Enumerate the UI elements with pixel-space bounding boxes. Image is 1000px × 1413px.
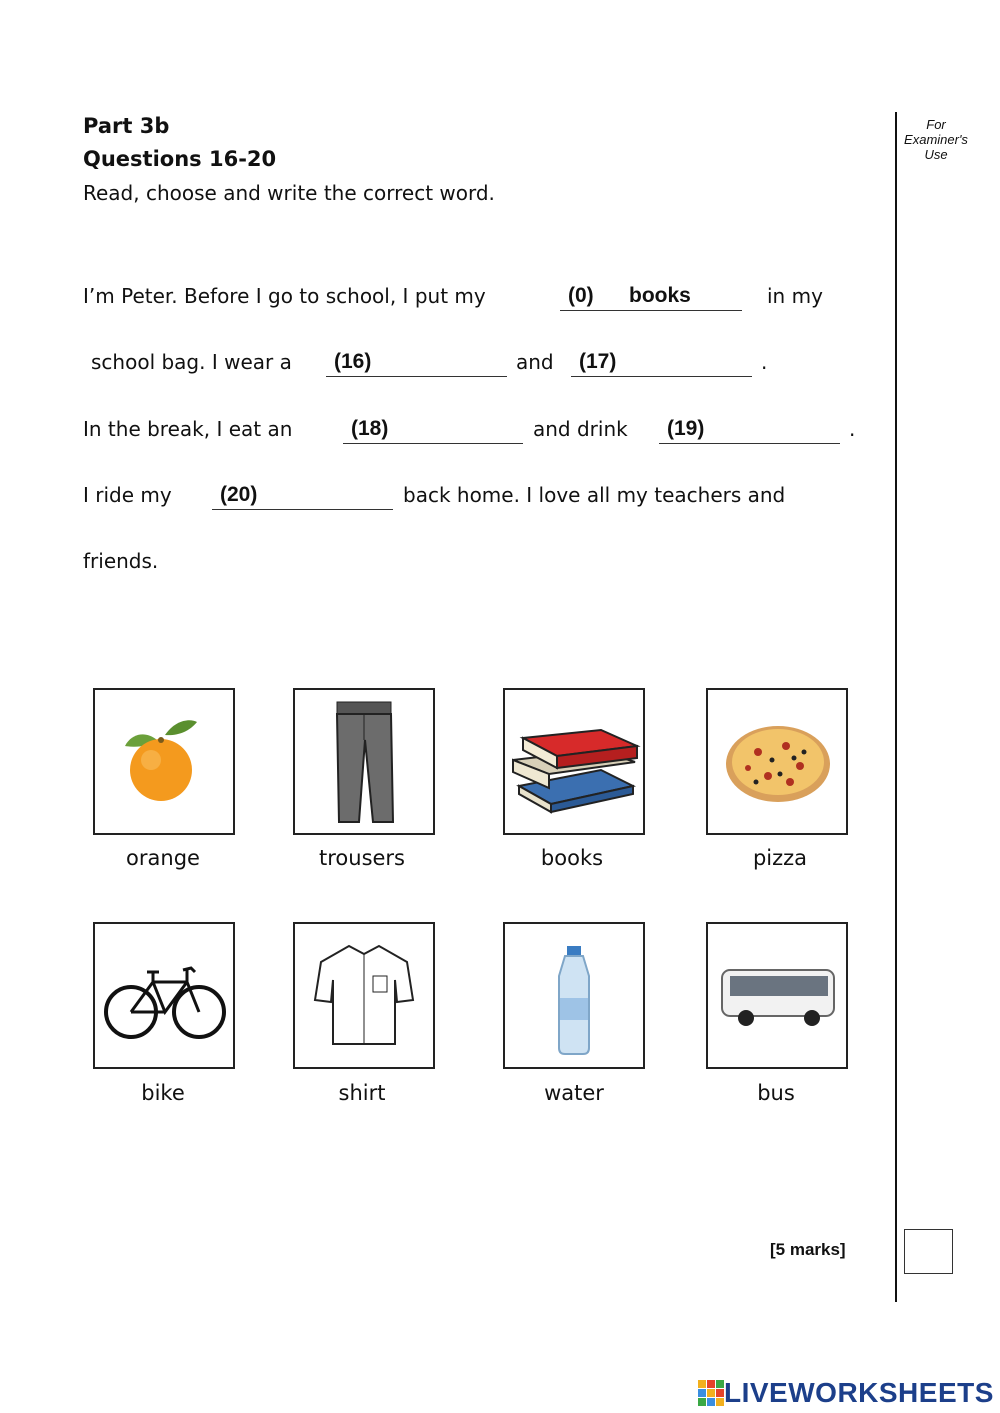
answer-blank-19[interactable]: (19) [659,417,840,444]
examiner-divider [895,112,897,1302]
instruction: Read, choose and write the correct word. [83,181,495,205]
word-trousers: trousers [319,846,405,870]
passage-line-2c: . [761,350,768,374]
passage-line-5: friends. [83,549,159,573]
blank-0-answer: books [629,284,691,307]
passage-line-4a: I ride my [83,483,172,507]
answer-blank-16[interactable]: (16) [326,350,507,377]
shirt-icon [295,924,433,1067]
word-orange: orange [126,846,200,870]
bike-icon [95,924,233,1067]
word-shirt: shirt [338,1081,386,1105]
bus-icon [708,924,846,1067]
passage-line-1b: in my [767,284,823,308]
water-card [503,922,645,1069]
passage-line-3a: In the break, I eat an [83,417,293,441]
brand-text: LIVEWORKSHEETS [724,1377,994,1408]
word-water: water [544,1081,604,1105]
orange-card [93,688,235,835]
questions-title: Questions 16-20 [83,147,277,171]
passage-line-2a: school bag. I wear a [91,350,292,374]
bus-card [706,922,848,1069]
word-books: books [540,846,604,870]
word-bus: bus [757,1081,795,1105]
shirt-card [293,922,435,1069]
part-title: Part 3b [83,114,170,138]
brand-logo [698,1378,994,1408]
blank-0: (0) books [560,284,742,311]
passage-line-1a: I’m Peter. Before I go to school, I put my [83,284,486,308]
examiner-label: For Examiner's Use [904,117,968,162]
books-icon [505,690,643,833]
pizza-card [706,688,848,835]
bike-card [93,922,235,1069]
passage-line-2b: and [516,350,554,374]
answer-blank-20[interactable]: (20) [212,483,393,510]
orange-icon [95,690,233,833]
passage-line-3b: and drink [533,417,628,441]
word-pizza: pizza [752,846,808,870]
trousers-card [293,688,435,835]
passage-line-3c: . [849,417,856,441]
marks-label: [5 marks] [770,1240,846,1259]
water-bottle-icon [505,924,643,1067]
trousers-icon [295,690,433,833]
passage-line-4b: back home. I love all my teachers and [403,483,786,507]
answer-blank-17[interactable]: (17) [571,350,752,377]
brand-grid-icon [698,1380,724,1406]
word-bike: bike [141,1081,185,1105]
answer-blank-18[interactable]: (18) [343,417,523,444]
pizza-icon [708,690,846,833]
marks-box[interactable] [904,1229,953,1274]
books-card [503,688,645,835]
